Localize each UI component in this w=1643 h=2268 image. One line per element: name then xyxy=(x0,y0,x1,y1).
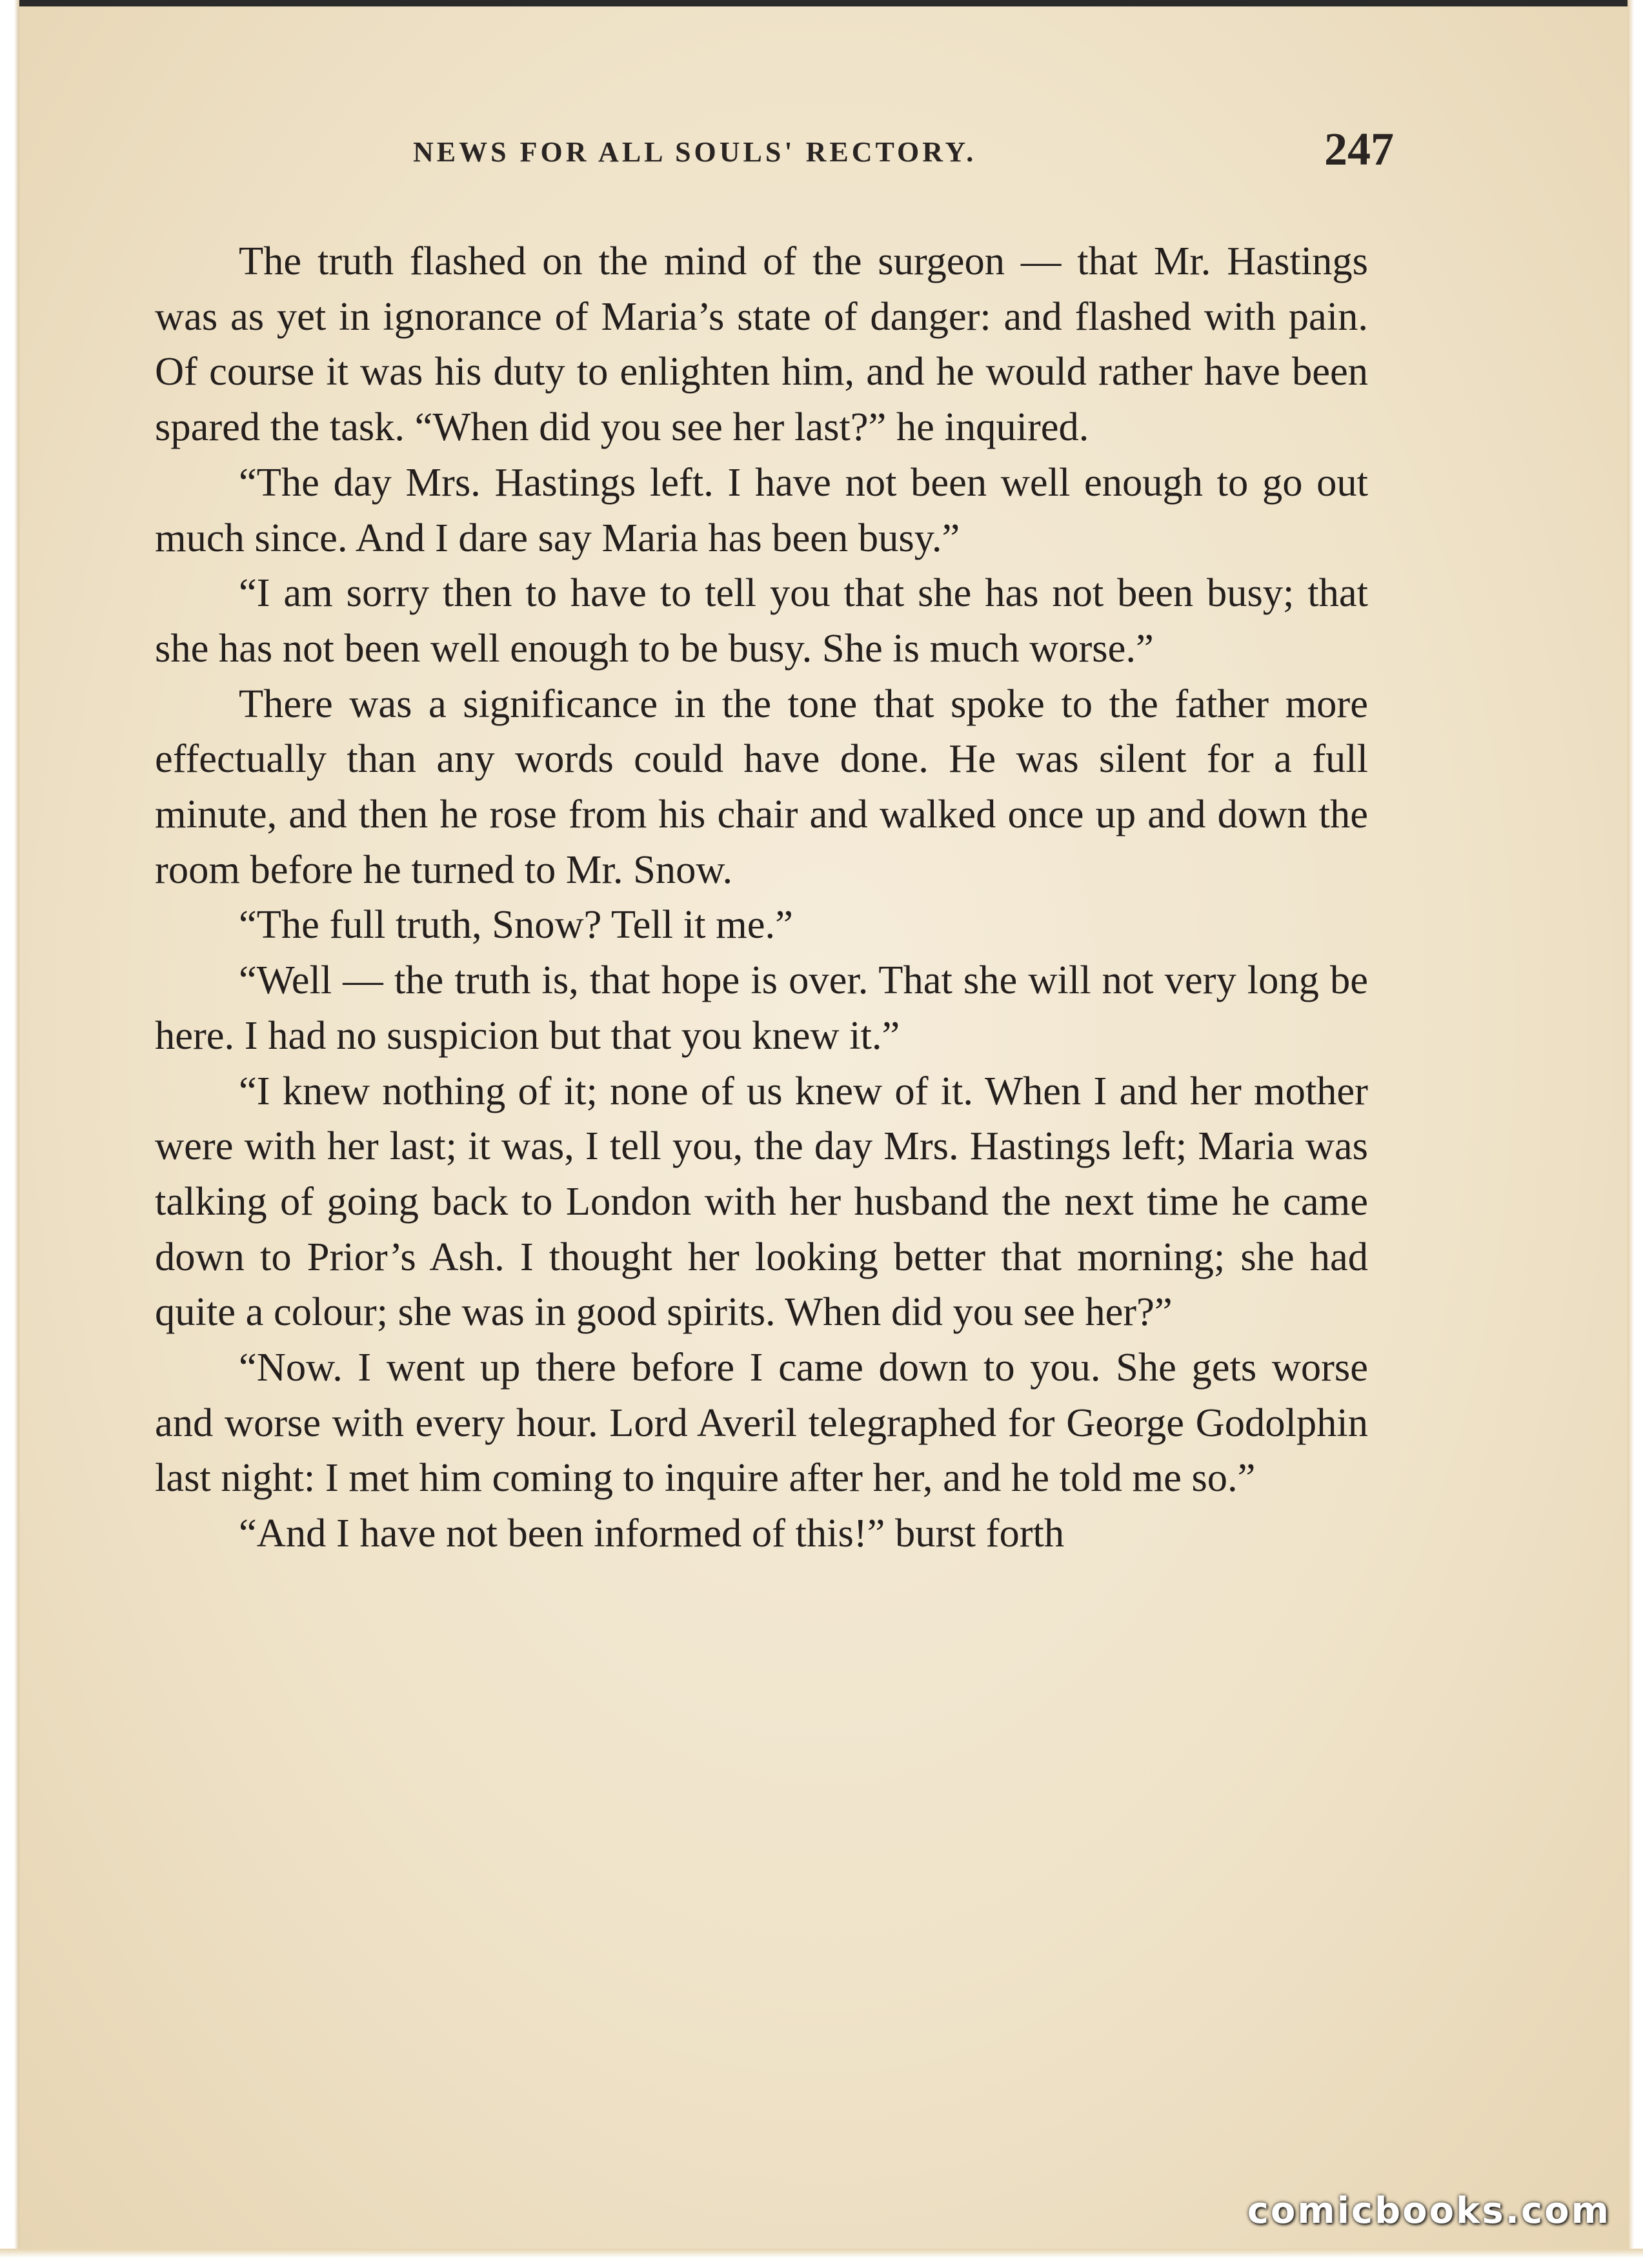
page-bottom-margin xyxy=(0,2249,1643,2268)
paragraph: The truth flashed on the mind of the surgeon — that Mr. Hastings was as yet in ignorance of Maria’s state of danger: and flashed with pain. Of course it was his duty to enlighten him, and he would rather have been spared the task. “When did you see her last?” he inquired. xyxy=(155,238,1368,450)
body-text xyxy=(155,234,1368,1561)
paragraph: “Well — the truth is, that hope is over. That she will not very long be here. I had no suspicion but that you knew it.” xyxy=(155,957,1368,1058)
paragraph: There was a significance in the tone that spoke to the father more effectually than any words could have done. He was silent for a full minute, and then he rose from his chair and walked once up and down the room before he turned to Mr. Snow. xyxy=(155,680,1368,892)
page-top-edge xyxy=(0,0,1643,6)
paragraph: “I am sorry then to have to tell you that she has not been busy; that she has not been well enough to be busy. She is much worse.” xyxy=(155,570,1368,671)
running-head xyxy=(155,123,1420,181)
page-left-margin xyxy=(0,0,19,2268)
paragraph: “The full truth, Snow? Tell it me.” xyxy=(239,902,793,947)
page-number: 247 xyxy=(1324,123,1394,175)
running-title: NEWS FOR ALL SOULS' RECTORY. xyxy=(413,136,977,168)
page-right-margin xyxy=(1628,0,1643,2268)
paragraph: “The day Mrs. Hastings left. I have not been well enough to go out much since. And I dare say Maria has been busy.” xyxy=(155,459,1368,560)
paragraph: “Now. I went up there before I came down to you. She gets worse and worse with every hour. Lord Averil telegraphed for George Godolphin last night: I met him coming to inquire after her, and he told me so.” xyxy=(155,1344,1368,1501)
paragraph: “And I have not been informed of this!” burst forth xyxy=(239,1510,1065,1556)
watermark: comicbooks.com xyxy=(1247,2190,1611,2232)
paragraph: “I knew nothing of it; none of us knew of it. When I and her mother were with her last; it was, I tell you, the day Mrs. Hastings left; Maria was talking of going back to London with her husband the next time he came down to Prior’s Ash. I thought her looking better that morning; she had quite a colour; she was in good spirits. When did you see her?” xyxy=(155,1068,1368,1335)
